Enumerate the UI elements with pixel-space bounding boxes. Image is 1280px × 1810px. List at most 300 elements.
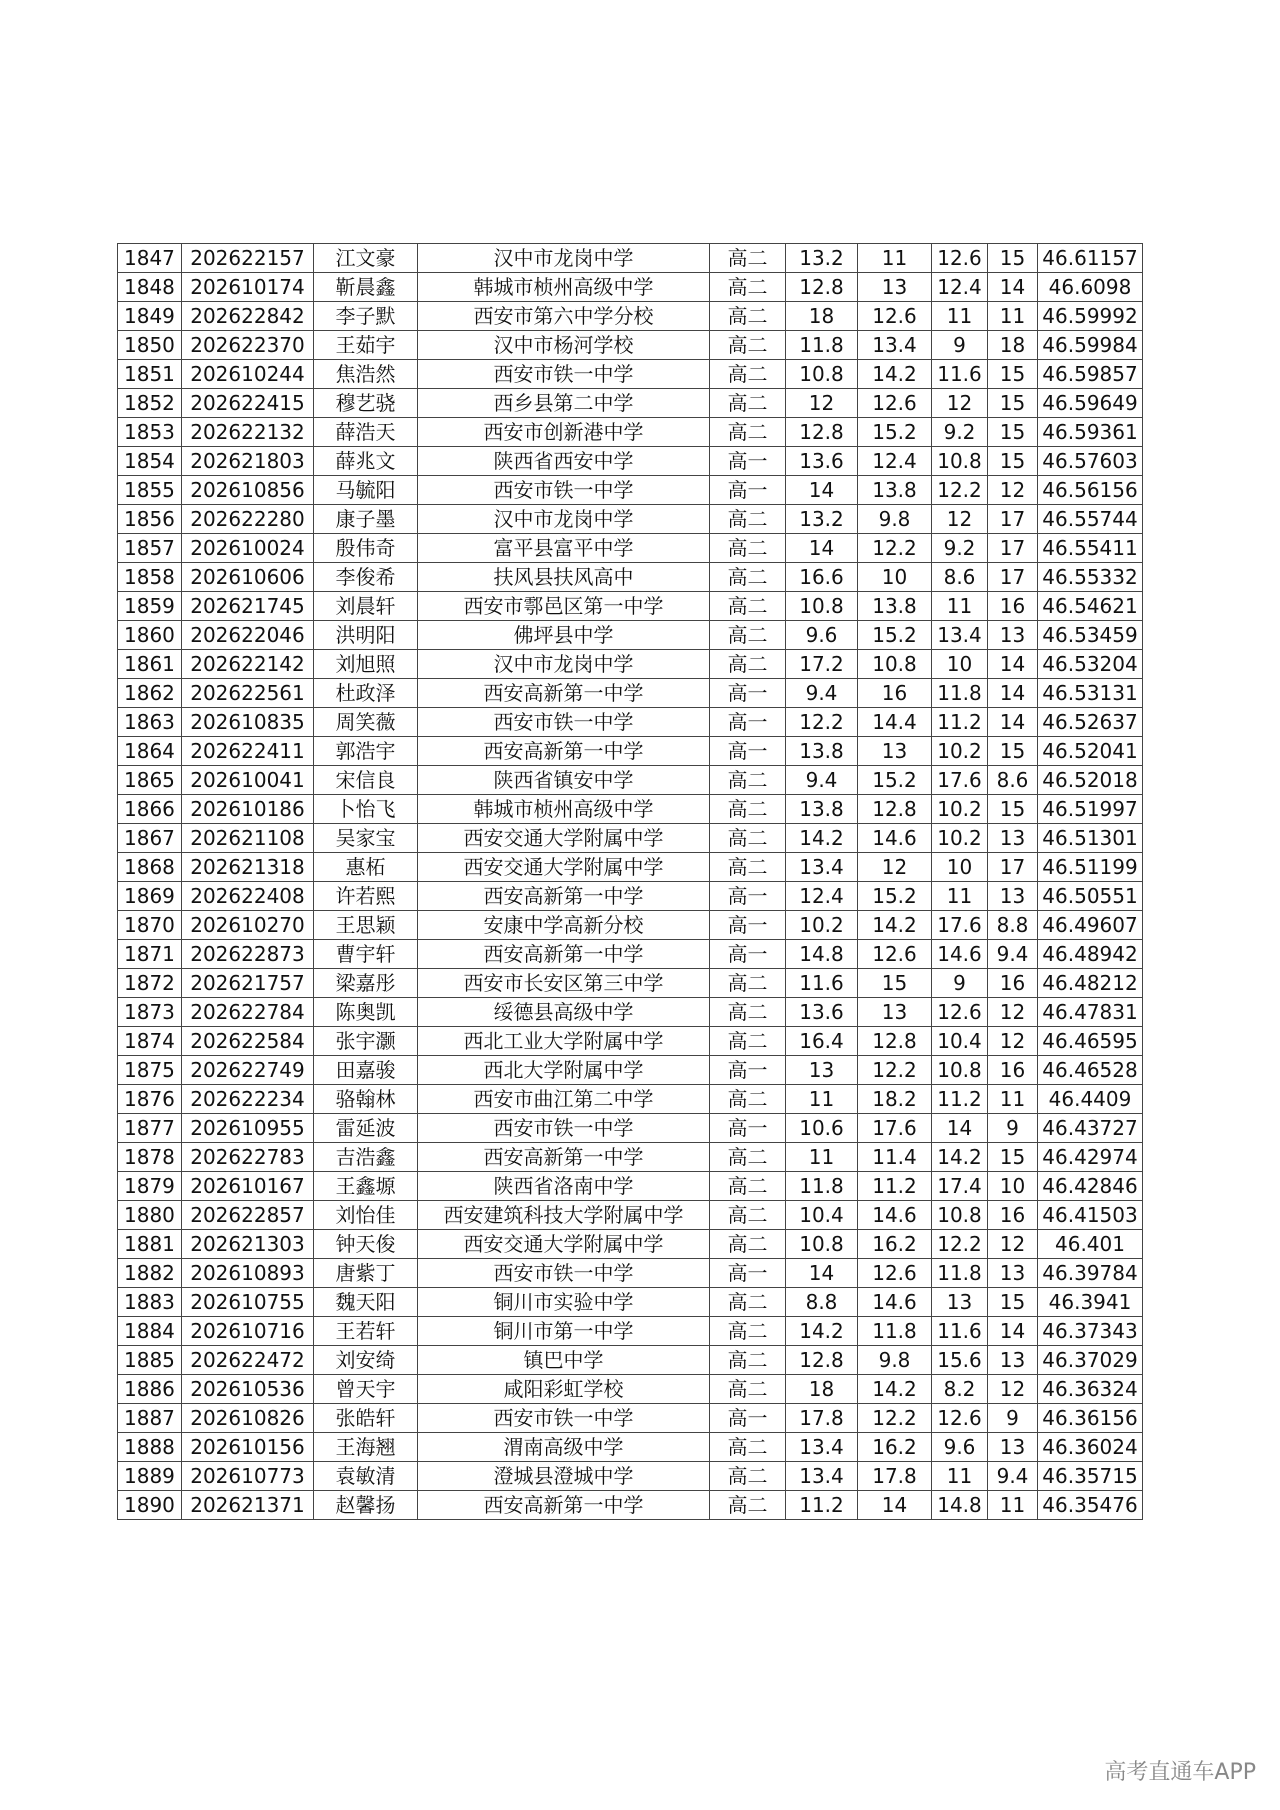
school-cell: 西安市曲江第二中学 [418, 1085, 710, 1114]
grade-cell: 高二 [710, 1491, 786, 1520]
name-cell: 赵馨扬 [314, 1491, 418, 1520]
total-cell: 46.48942 [1038, 940, 1143, 969]
score2-cell: 9.8 [858, 1346, 932, 1375]
score4-cell: 14 [988, 273, 1038, 302]
table-row [118, 273, 1143, 302]
exam-id-cell: 202621371 [182, 1491, 314, 1520]
total-cell: 46.59857 [1038, 360, 1143, 389]
school-cell: 铜川市实验中学 [418, 1288, 710, 1317]
grade-cell: 高二 [710, 1288, 786, 1317]
exam-id-cell: 202610606 [182, 563, 314, 592]
score1-cell: 14.2 [786, 1317, 858, 1346]
rank-cell: 1847 [118, 244, 182, 273]
score2-cell: 12.6 [858, 1259, 932, 1288]
exam-id-cell: 202610186 [182, 795, 314, 824]
school-cell: 铜川市第一中学 [418, 1317, 710, 1346]
score2-cell: 12.4 [858, 447, 932, 476]
name-cell: 周笑薇 [314, 708, 418, 737]
score3-cell: 12.6 [932, 244, 988, 273]
score1-cell: 13.4 [786, 1462, 858, 1491]
total-cell: 46.51997 [1038, 795, 1143, 824]
name-cell: 曾天宇 [314, 1375, 418, 1404]
grade-cell: 高一 [710, 708, 786, 737]
grade-cell: 高二 [710, 621, 786, 650]
exam-id-cell: 202622857 [182, 1201, 314, 1230]
score3-cell: 12.2 [932, 476, 988, 505]
school-cell: 西安高新第一中学 [418, 940, 710, 969]
score3-cell: 9 [932, 331, 988, 360]
score3-cell: 12 [932, 505, 988, 534]
score4-cell: 8.6 [988, 766, 1038, 795]
score3-cell: 11.6 [932, 360, 988, 389]
table-row [118, 911, 1143, 940]
score4-cell: 13 [988, 1259, 1038, 1288]
rank-cell: 1870 [118, 911, 182, 940]
score2-cell: 13.4 [858, 331, 932, 360]
score1-cell: 12 [786, 389, 858, 418]
score1-cell: 11.8 [786, 1172, 858, 1201]
table-row [118, 447, 1143, 476]
table-row [118, 1433, 1143, 1462]
grade-cell: 高一 [710, 447, 786, 476]
name-cell: 薛兆文 [314, 447, 418, 476]
table-row [118, 331, 1143, 360]
grade-cell: 高一 [710, 1056, 786, 1085]
score4-cell: 13 [988, 621, 1038, 650]
table-row [118, 1259, 1143, 1288]
rank-cell: 1862 [118, 679, 182, 708]
score4-cell: 14 [988, 679, 1038, 708]
table-row [118, 360, 1143, 389]
table-row [118, 969, 1143, 998]
name-cell: 唐紫丁 [314, 1259, 418, 1288]
exam-id-cell: 202610835 [182, 708, 314, 737]
score2-cell: 14.2 [858, 1375, 932, 1404]
score4-cell: 12 [988, 1027, 1038, 1056]
name-cell: 李俊希 [314, 563, 418, 592]
exam-id-cell: 202621108 [182, 824, 314, 853]
score4-cell: 12 [988, 1375, 1038, 1404]
name-cell: 王思颖 [314, 911, 418, 940]
score1-cell: 10.8 [786, 360, 858, 389]
grade-cell: 高二 [710, 1172, 786, 1201]
score4-cell: 17 [988, 534, 1038, 563]
table-row [118, 1172, 1143, 1201]
score2-cell: 13 [858, 998, 932, 1027]
grade-cell: 高二 [710, 1375, 786, 1404]
school-cell: 扶风县扶风高中 [418, 563, 710, 592]
score3-cell: 11 [932, 1462, 988, 1491]
score3-cell: 11.2 [932, 1085, 988, 1114]
total-cell: 46.42974 [1038, 1143, 1143, 1172]
exam-id-cell: 202622749 [182, 1056, 314, 1085]
score4-cell: 17 [988, 853, 1038, 882]
score1-cell: 9.4 [786, 679, 858, 708]
grade-cell: 高二 [710, 766, 786, 795]
table-row [118, 418, 1143, 447]
exam-id-cell: 202622280 [182, 505, 314, 534]
rank-cell: 1878 [118, 1143, 182, 1172]
total-cell: 46.47831 [1038, 998, 1143, 1027]
score4-cell: 8.8 [988, 911, 1038, 940]
grade-cell: 高二 [710, 1317, 786, 1346]
table-row [118, 940, 1143, 969]
grade-cell: 高二 [710, 1201, 786, 1230]
score4-cell: 15 [988, 389, 1038, 418]
score2-cell: 11 [858, 244, 932, 273]
school-cell: 汉中市龙岗中学 [418, 244, 710, 273]
score3-cell: 17.6 [932, 911, 988, 940]
school-cell: 西安交通大学附属中学 [418, 853, 710, 882]
score2-cell: 10.8 [858, 650, 932, 679]
exam-id-cell: 202622561 [182, 679, 314, 708]
school-cell: 陕西省镇安中学 [418, 766, 710, 795]
name-cell: 吴家宝 [314, 824, 418, 853]
school-cell: 镇巴中学 [418, 1346, 710, 1375]
table-row [118, 650, 1143, 679]
score1-cell: 10.6 [786, 1114, 858, 1143]
name-cell: 钟天俊 [314, 1230, 418, 1259]
score4-cell: 12 [988, 476, 1038, 505]
score3-cell: 14.8 [932, 1491, 988, 1520]
total-cell: 46.53459 [1038, 621, 1143, 650]
table-row [118, 1404, 1143, 1433]
score4-cell: 11 [988, 1085, 1038, 1114]
exam-id-cell: 202622584 [182, 1027, 314, 1056]
total-cell: 46.36324 [1038, 1375, 1143, 1404]
score1-cell: 13.2 [786, 244, 858, 273]
exam-id-cell: 202622783 [182, 1143, 314, 1172]
table-row [118, 737, 1143, 766]
exam-id-cell: 202610174 [182, 273, 314, 302]
exam-id-cell: 202621303 [182, 1230, 314, 1259]
score1-cell: 14 [786, 1259, 858, 1288]
score2-cell: 12.2 [858, 1404, 932, 1433]
grade-cell: 高二 [710, 418, 786, 447]
table-row [118, 708, 1143, 737]
grade-cell: 高二 [710, 1230, 786, 1259]
table-row [118, 1462, 1143, 1491]
school-cell: 西安市铁一中学 [418, 1404, 710, 1433]
table-row [118, 621, 1143, 650]
name-cell: 刘安绮 [314, 1346, 418, 1375]
grade-cell: 高二 [710, 1346, 786, 1375]
score1-cell: 13.8 [786, 795, 858, 824]
total-cell: 46.49607 [1038, 911, 1143, 940]
score2-cell: 9.8 [858, 505, 932, 534]
score3-cell: 10 [932, 853, 988, 882]
table-row [118, 1230, 1143, 1259]
score3-cell: 10.8 [932, 1056, 988, 1085]
score4-cell: 15 [988, 737, 1038, 766]
name-cell: 刘旭照 [314, 650, 418, 679]
score2-cell: 16.2 [858, 1433, 932, 1462]
school-cell: 韩城市桢州高级中学 [418, 273, 710, 302]
total-cell: 46.54621 [1038, 592, 1143, 621]
score2-cell: 11.4 [858, 1143, 932, 1172]
exam-id-cell: 202621318 [182, 853, 314, 882]
score1-cell: 14.2 [786, 824, 858, 853]
rank-cell: 1882 [118, 1259, 182, 1288]
score4-cell: 17 [988, 505, 1038, 534]
name-cell: 骆翰林 [314, 1085, 418, 1114]
exam-id-cell: 202621757 [182, 969, 314, 998]
total-cell: 46.4409 [1038, 1085, 1143, 1114]
school-cell: 澄城县澄城中学 [418, 1462, 710, 1491]
total-cell: 46.37343 [1038, 1317, 1143, 1346]
name-cell: 袁敏清 [314, 1462, 418, 1491]
table-row [118, 1317, 1143, 1346]
rank-cell: 1858 [118, 563, 182, 592]
total-cell: 46.36156 [1038, 1404, 1143, 1433]
grade-cell: 高二 [710, 331, 786, 360]
total-cell: 46.59361 [1038, 418, 1143, 447]
table-row [118, 998, 1143, 1027]
grade-cell: 高一 [710, 1404, 786, 1433]
score1-cell: 9.4 [786, 766, 858, 795]
score3-cell: 12 [932, 389, 988, 418]
score2-cell: 13.8 [858, 592, 932, 621]
school-cell: 汉中市龙岗中学 [418, 505, 710, 534]
total-cell: 46.39784 [1038, 1259, 1143, 1288]
school-cell: 西安交通大学附属中学 [418, 824, 710, 853]
grade-cell: 高二 [710, 389, 786, 418]
exam-id-cell: 202622873 [182, 940, 314, 969]
grade-cell: 高二 [710, 1085, 786, 1114]
exam-id-cell: 202622472 [182, 1346, 314, 1375]
total-cell: 46.37029 [1038, 1346, 1143, 1375]
score1-cell: 17.2 [786, 650, 858, 679]
score4-cell: 15 [988, 1143, 1038, 1172]
rank-cell: 1854 [118, 447, 182, 476]
score1-cell: 13.6 [786, 998, 858, 1027]
score3-cell: 12.4 [932, 273, 988, 302]
total-cell: 46.56156 [1038, 476, 1143, 505]
name-cell: 马毓阳 [314, 476, 418, 505]
grade-cell: 高一 [710, 882, 786, 911]
score4-cell: 14 [988, 1317, 1038, 1346]
rank-cell: 1853 [118, 418, 182, 447]
school-cell: 西北大学附属中学 [418, 1056, 710, 1085]
score1-cell: 13.6 [786, 447, 858, 476]
score3-cell: 11 [932, 302, 988, 331]
total-cell: 46.59984 [1038, 331, 1143, 360]
exam-id-cell: 202610024 [182, 534, 314, 563]
grade-cell: 高二 [710, 563, 786, 592]
school-cell: 西安高新第一中学 [418, 679, 710, 708]
score2-cell: 12 [858, 853, 932, 882]
name-cell: 薛浩天 [314, 418, 418, 447]
total-cell: 46.53131 [1038, 679, 1143, 708]
score1-cell: 12.8 [786, 1346, 858, 1375]
total-cell: 46.52637 [1038, 708, 1143, 737]
table-row [118, 592, 1143, 621]
school-cell: 西安市铁一中学 [418, 360, 710, 389]
table-row [118, 389, 1143, 418]
score2-cell: 16.2 [858, 1230, 932, 1259]
exam-id-cell: 202622132 [182, 418, 314, 447]
total-cell: 46.46528 [1038, 1056, 1143, 1085]
score2-cell: 12.2 [858, 534, 932, 563]
total-cell: 46.52018 [1038, 766, 1143, 795]
score1-cell: 11.2 [786, 1491, 858, 1520]
rank-cell: 1848 [118, 273, 182, 302]
rank-cell: 1879 [118, 1172, 182, 1201]
grade-cell: 高二 [710, 302, 786, 331]
rank-cell: 1860 [118, 621, 182, 650]
score4-cell: 16 [988, 969, 1038, 998]
score4-cell: 15 [988, 418, 1038, 447]
score2-cell: 14.4 [858, 708, 932, 737]
score3-cell: 9.2 [932, 534, 988, 563]
rank-cell: 1883 [118, 1288, 182, 1317]
name-cell: 惠柘 [314, 853, 418, 882]
rank-cell: 1867 [118, 824, 182, 853]
score4-cell: 13 [988, 824, 1038, 853]
rank-cell: 1887 [118, 1404, 182, 1433]
table-row [118, 302, 1143, 331]
name-cell: 刘晨轩 [314, 592, 418, 621]
school-cell: 西安市第六中学分校 [418, 302, 710, 331]
school-cell: 西安高新第一中学 [418, 1491, 710, 1520]
score2-cell: 14.6 [858, 824, 932, 853]
name-cell: 江文豪 [314, 244, 418, 273]
grade-cell: 高一 [710, 1259, 786, 1288]
school-cell: 汉中市龙岗中学 [418, 650, 710, 679]
score-table [117, 243, 1143, 1520]
score2-cell: 14.6 [858, 1288, 932, 1317]
table-row [118, 1143, 1143, 1172]
grade-cell: 高二 [710, 1462, 786, 1491]
school-cell: 佛坪县中学 [418, 621, 710, 650]
grade-cell: 高二 [710, 824, 786, 853]
total-cell: 46.51301 [1038, 824, 1143, 853]
table-row [118, 824, 1143, 853]
score3-cell: 14.2 [932, 1143, 988, 1172]
total-cell: 46.59992 [1038, 302, 1143, 331]
score3-cell: 11 [932, 882, 988, 911]
score3-cell: 17.4 [932, 1172, 988, 1201]
total-cell: 46.55332 [1038, 563, 1143, 592]
score1-cell: 14 [786, 534, 858, 563]
score3-cell: 10.8 [932, 1201, 988, 1230]
name-cell: 梁嘉彤 [314, 969, 418, 998]
school-cell: 西安市长安区第三中学 [418, 969, 710, 998]
score3-cell: 12.6 [932, 1404, 988, 1433]
rank-cell: 1875 [118, 1056, 182, 1085]
grade-cell: 高二 [710, 853, 786, 882]
total-cell: 46.48212 [1038, 969, 1143, 998]
rank-cell: 1880 [118, 1201, 182, 1230]
name-cell: 陈奥凯 [314, 998, 418, 1027]
exam-id-cell: 202622784 [182, 998, 314, 1027]
score3-cell: 10 [932, 650, 988, 679]
score1-cell: 11 [786, 1085, 858, 1114]
grade-cell: 高二 [710, 505, 786, 534]
grade-cell: 高二 [710, 1143, 786, 1172]
score1-cell: 13.4 [786, 1433, 858, 1462]
score3-cell: 10.8 [932, 447, 988, 476]
school-cell: 汉中市杨河学校 [418, 331, 710, 360]
score3-cell: 14 [932, 1114, 988, 1143]
score1-cell: 13.2 [786, 505, 858, 534]
score1-cell: 10.4 [786, 1201, 858, 1230]
score2-cell: 13.8 [858, 476, 932, 505]
score1-cell: 10.8 [786, 592, 858, 621]
score4-cell: 13 [988, 882, 1038, 911]
score3-cell: 10.2 [932, 795, 988, 824]
name-cell: 曹宇轩 [314, 940, 418, 969]
name-cell: 郭浩宇 [314, 737, 418, 766]
table-row [118, 1346, 1143, 1375]
school-cell: 西安高新第一中学 [418, 882, 710, 911]
total-cell: 46.50551 [1038, 882, 1143, 911]
total-cell: 46.401 [1038, 1230, 1143, 1259]
score3-cell: 8.2 [932, 1375, 988, 1404]
total-cell: 46.59649 [1038, 389, 1143, 418]
score4-cell: 12 [988, 998, 1038, 1027]
exam-id-cell: 202622142 [182, 650, 314, 679]
name-cell: 宋信良 [314, 766, 418, 795]
rank-cell: 1885 [118, 1346, 182, 1375]
score1-cell: 14.8 [786, 940, 858, 969]
exam-id-cell: 202610270 [182, 911, 314, 940]
score2-cell: 13 [858, 737, 932, 766]
name-cell: 张皓轩 [314, 1404, 418, 1433]
score4-cell: 14 [988, 650, 1038, 679]
rank-cell: 1890 [118, 1491, 182, 1520]
score1-cell: 18 [786, 1375, 858, 1404]
score1-cell: 16.4 [786, 1027, 858, 1056]
rank-cell: 1873 [118, 998, 182, 1027]
school-cell: 西安高新第一中学 [418, 1143, 710, 1172]
score3-cell: 11.8 [932, 1259, 988, 1288]
school-cell: 西安高新第一中学 [418, 737, 710, 766]
score3-cell: 9.6 [932, 1433, 988, 1462]
name-cell: 穆艺骁 [314, 389, 418, 418]
grade-cell: 高二 [710, 244, 786, 273]
score2-cell: 15.2 [858, 418, 932, 447]
score1-cell: 11.6 [786, 969, 858, 998]
exam-id-cell: 202610773 [182, 1462, 314, 1491]
score4-cell: 15 [988, 360, 1038, 389]
rank-cell: 1864 [118, 737, 182, 766]
school-cell: 陕西省洛南中学 [418, 1172, 710, 1201]
school-cell: 绥德县高级中学 [418, 998, 710, 1027]
exam-id-cell: 202622415 [182, 389, 314, 418]
rank-cell: 1876 [118, 1085, 182, 1114]
name-cell: 靳晨鑫 [314, 273, 418, 302]
school-cell: 陕西省西安中学 [418, 447, 710, 476]
score2-cell: 15.2 [858, 882, 932, 911]
grade-cell: 高二 [710, 998, 786, 1027]
score1-cell: 12.8 [786, 418, 858, 447]
score2-cell: 12.6 [858, 302, 932, 331]
table-row [118, 1114, 1143, 1143]
grade-cell: 高二 [710, 969, 786, 998]
score4-cell: 9 [988, 1114, 1038, 1143]
grade-cell: 高一 [710, 911, 786, 940]
grade-cell: 高二 [710, 650, 786, 679]
rank-cell: 1888 [118, 1433, 182, 1462]
score2-cell: 11.8 [858, 1317, 932, 1346]
total-cell: 46.42846 [1038, 1172, 1143, 1201]
grade-cell: 高一 [710, 476, 786, 505]
score2-cell: 14 [858, 1491, 932, 1520]
score4-cell: 15 [988, 1288, 1038, 1317]
score4-cell: 15 [988, 447, 1038, 476]
score2-cell: 11.2 [858, 1172, 932, 1201]
